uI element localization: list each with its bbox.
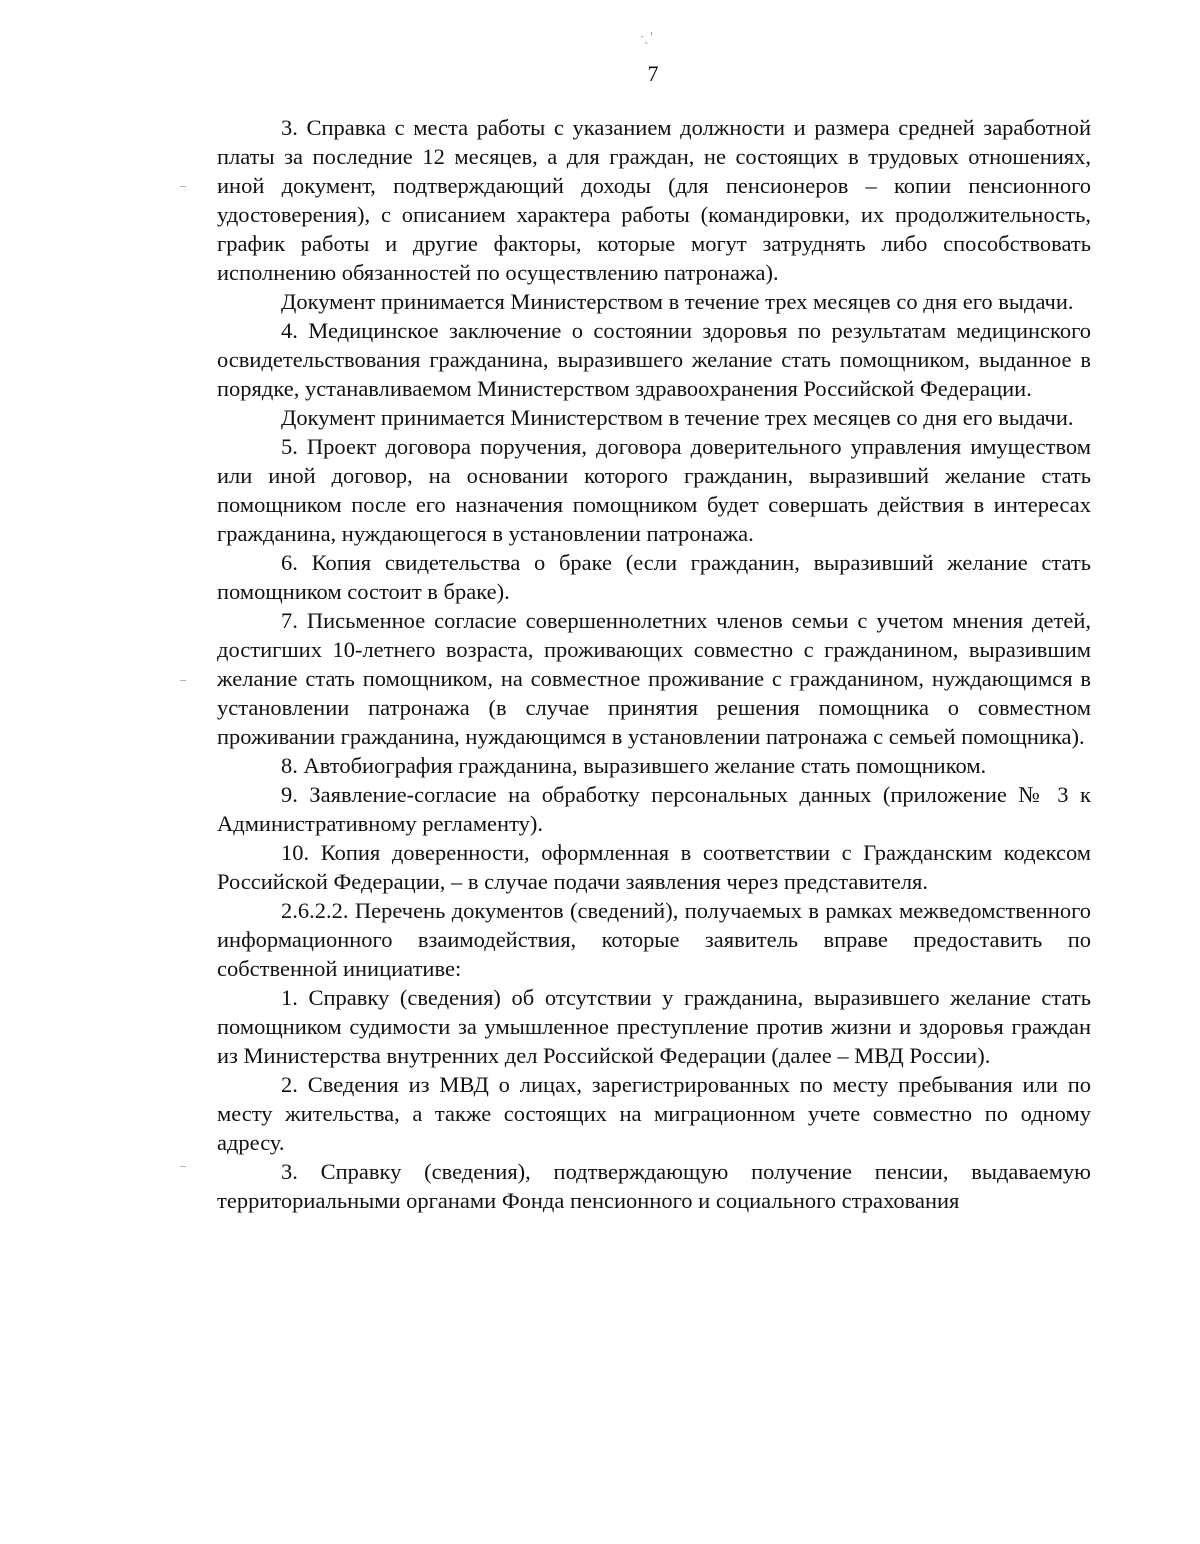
paragraph: Документ принимается Министерством в течение трех месяцев со дня его выдачи. [281, 289, 1074, 314]
paragraph: 10. Копия доверенности, оформленная в соответствии с Гражданским кодексом Российской Федерации, – в случае подачи заявления через представителя. [217, 840, 1091, 894]
paragraph: 2.6.2.2. Перечень документов (сведений), получаемых в рамках межведомственного информационного взаимодействия, которые заявитель вправе предоставить по собственной инициативе: [217, 898, 1091, 981]
paragraph: 1. Справку (сведения) об отсутствии у гражданина, выразившего желание стать помощником судимости за умышленное преступление против жизни и здоровья граждан из Министерства внутренних дел Российской Федерации (далее – МВД России). [217, 985, 1091, 1068]
paragraph: 4. Медицинское заключение о состоянии здоровья по результатам медицинского освидетельствования гражданина, выразившего желание стать помощником, выданное в порядке, устанавливаемом Министерством здравоохранения Российской Федерации. [217, 318, 1091, 401]
paragraph: 8. Автобиография гражданина, выразившего желание стать помощником. [281, 753, 987, 778]
paragraph: Документ принимается Министерством в течение трех месяцев со дня его выдачи. [281, 405, 1074, 430]
document-body [217, 113, 1091, 1215]
paragraph: 7. Письменное согласие совершеннолетних членов семьи с учетом мнения детей, достигших 10-летнего возраста, проживающих совместно с гражданином, выразившим желание стать помощником, на совместное проживание с гражданином, нуждающимся в установлении патронажа (в случае принятия решения помощника о совместном проживании гражданина, нуждающимся в установлении патронажа с семьей помощника). [217, 608, 1091, 749]
paragraph: 3. Справку (сведения), подтверждающую получение пенсии, выдаваемую территориальными органами Фонда пенсионного и социального страхования [217, 1159, 1091, 1213]
page-number: 7 [647, 61, 659, 86]
margin-mark [180, 680, 186, 681]
paragraph: 3. Справка с места работы с указанием должности и размера средней заработной платы за последние 12 месяцев, а для граждан, не состоящих в трудовых отношениях, иной документ, подтверждающий доходы (для пенсионеров – копии пенсионного удостоверения), с описанием характера работы (командировки, их продолжительность, график работы и другие факторы, которые могут затруднять либо способствовать исполнению обязанностей по осуществлению патронажа). [217, 115, 1091, 285]
paragraph: 5. Проект договора поручения, договора доверительного управления имуществом или иной договор, на основании которого гражданин, выразивший желание стать помощником после его назначения помощником будет совершать действия в интересах гражданина, нуждающегося в установлении патронажа. [217, 434, 1091, 546]
margin-mark [180, 186, 186, 187]
paragraph: 9. Заявление-согласие на обработку персональных данных (приложение № 3 к Административному регламенту). [217, 782, 1091, 836]
scan-artifact: ·ˎ' [640, 30, 654, 44]
paragraph: 6. Копия свидетельства о браке (если гражданин, выразивший желание стать помощником состоит в браке). [217, 550, 1091, 604]
paragraph: 2. Сведения из МВД о лицах, зарегистрированных по месту пребывания или по месту жительства, а также состоящих на миграционном учете совместно по одному адресу. [217, 1072, 1091, 1155]
margin-mark [180, 1166, 186, 1167]
